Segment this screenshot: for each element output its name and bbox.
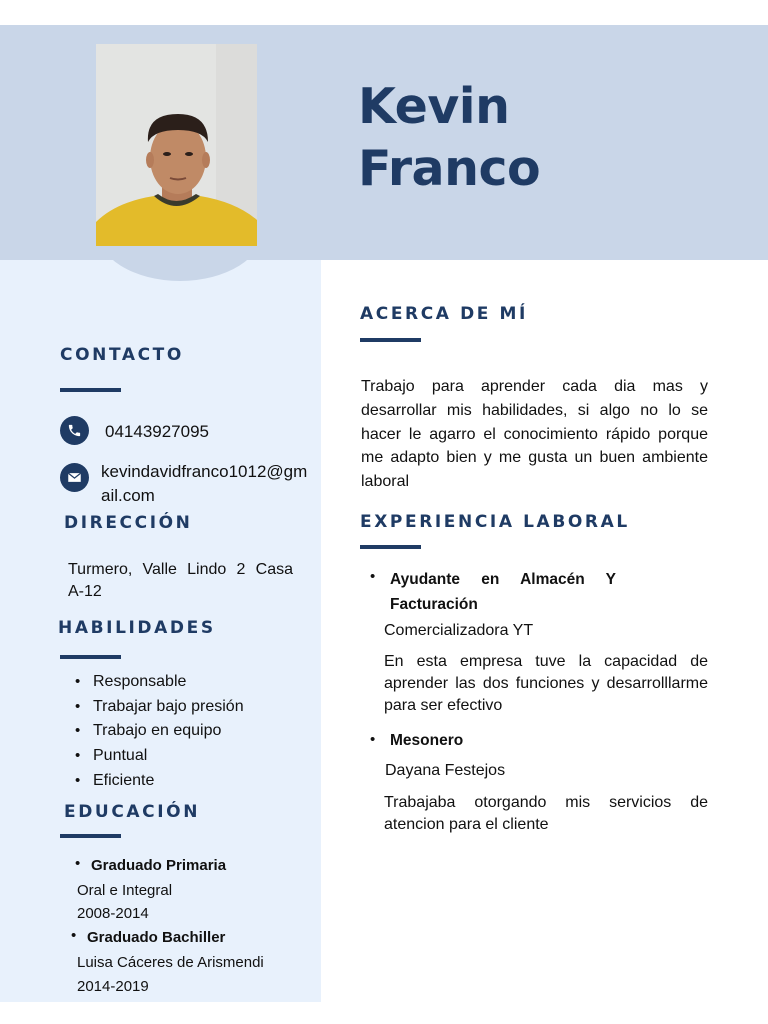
job-desc-line: para ser efectivo (384, 697, 503, 714)
address-line-1: Turmero, Valle Lindo 2 Casa (68, 561, 293, 578)
education-years: 2014-2019 (77, 978, 149, 995)
email-address (101, 460, 307, 508)
about-text (361, 375, 708, 494)
address-text (68, 559, 293, 603)
job-desc-line: atencion para el cliente (384, 816, 549, 833)
experience-rule (360, 545, 421, 549)
about-line: laboral (361, 473, 410, 491)
skills-list (73, 670, 244, 794)
job-role (390, 567, 616, 617)
phone-number: 04143927095 (105, 422, 210, 441)
about-line: me adapto bien y me gusta un buen ambiente (361, 449, 708, 467)
bullet-dot: • (71, 927, 77, 944)
skill-item: • Responsable (73, 670, 244, 695)
bullet-dot: • (75, 855, 81, 872)
full-name (358, 76, 540, 200)
job-role-line-2: Facturación (390, 596, 478, 613)
about-line: Trabajo para aprender cada dia mas y (361, 378, 708, 395)
contact-heading: CONTACTO (60, 345, 184, 365)
last-name: Franco (358, 140, 541, 197)
education-degree: Graduado Primaria (91, 857, 227, 874)
contact-rule (60, 388, 121, 392)
job-company: Dayana Festejos (385, 762, 506, 779)
email-line-1: kevindavidfranco1012@gm (101, 462, 308, 481)
skill-item: • Puntual (73, 744, 244, 769)
education-rule (60, 834, 121, 838)
bullet-dot: • (370, 731, 376, 748)
email-icon (60, 463, 89, 492)
about-rule (360, 338, 421, 342)
skill-item: • Trabajar bajo presión (73, 695, 244, 720)
email-line-2: ail.com (101, 486, 155, 505)
job-desc-line: aprender las dos funciones y desarrolllarme (384, 675, 708, 692)
job-company: Comercializadora YT (384, 622, 534, 639)
about-heading: ACERCA DE MÍ (360, 304, 528, 324)
address-line-2: A-12 (68, 583, 102, 600)
skill-item: • Eficiente (73, 769, 244, 794)
experience-heading: EXPERIENCIA LABORAL (360, 512, 630, 532)
job-role: Mesonero (390, 732, 464, 749)
skill-item: • Trabajo en equipo (73, 719, 244, 744)
job-role-line-1: Ayudante en Almacén Y (390, 571, 616, 588)
skills-heading: HABILIDADES (58, 618, 216, 638)
about-line: desarrollar mis habilidades, si algo no lo se (361, 401, 708, 419)
education-school: Luisa Cáceres de Arismendi (77, 954, 264, 971)
about-line: hacer le agarro el conocimiento rápido porque (361, 425, 708, 443)
skills-rule (60, 655, 121, 659)
education-years: 2008-2014 (77, 905, 149, 922)
address-heading: DIRECCIÓN (64, 513, 193, 533)
bullet-dot: • (370, 568, 376, 585)
education-school: Oral e Integral (77, 882, 173, 899)
education-heading: EDUCACIÓN (64, 802, 201, 822)
job-description (384, 792, 708, 836)
education-degree: Graduado Bachiller (87, 929, 226, 946)
first-name: Kevin (358, 78, 510, 135)
job-desc-line: Trabajaba otorgando mis servicios de (384, 794, 708, 811)
job-description (384, 651, 708, 717)
phone-icon (60, 416, 89, 445)
profile-photo (96, 44, 257, 246)
job-desc-line: En esta empresa tuve la capacidad de (384, 653, 708, 670)
